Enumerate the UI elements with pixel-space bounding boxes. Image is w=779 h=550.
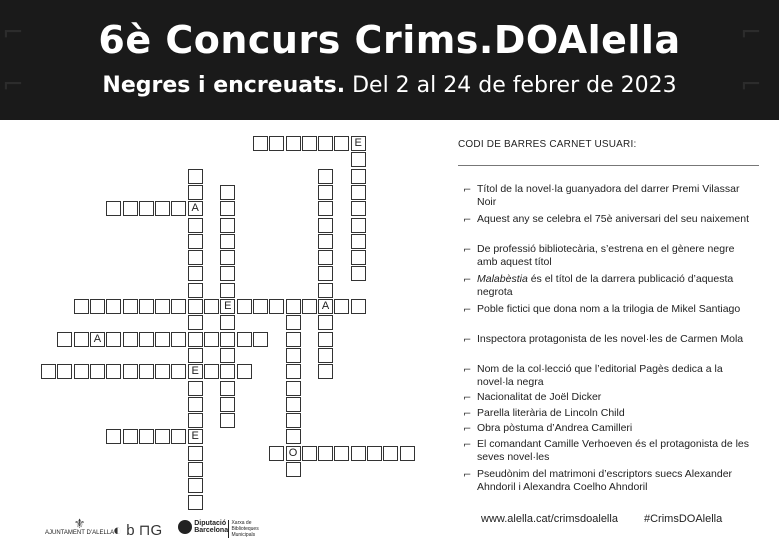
gun-bullet-icon: ⌐ [463,275,472,286]
crossword-cell[interactable] [351,201,366,216]
crossword-cell[interactable] [286,348,301,363]
crossword-cell[interactable]: E [188,429,203,444]
gun-bullet-icon: ⌐ [463,409,472,420]
crossword-cell[interactable]: E [220,299,235,314]
crossword-cell[interactable] [286,315,301,330]
crossword-cell[interactable] [57,332,72,347]
clue-body: és el títol de la darrera publicació d’aquesta negrota [477,273,734,298]
crossword-cell[interactable] [334,299,349,314]
crossword-cell[interactable] [400,446,415,461]
gun-bullet-icon: ⌐ [463,245,472,256]
crossword-cell[interactable] [351,152,366,167]
crossword-cell[interactable] [106,364,121,379]
crossword-cell[interactable] [188,332,203,347]
clue-item [463,333,753,346]
clue-text [463,422,753,435]
diputacio-logo-text: Diputació Barcelona [194,520,229,534]
crossword-cell[interactable]: O [286,446,301,461]
gun-bullet-icon: ⌐ [463,393,472,404]
crossword-cell[interactable] [74,299,89,314]
clue-body: Títol de la novel·la guanyadora del darrer Premi Vilassar Noir [477,183,740,208]
diputacio-logo [178,520,273,538]
crossword-cell[interactable] [155,201,170,216]
clue-item [463,422,753,435]
crossword-cell[interactable] [318,250,333,265]
clue-text [463,468,753,494]
hashtag: #CrimsDOAlella [644,513,723,525]
crossword-cell[interactable] [351,169,366,184]
clue-item [463,407,753,420]
crossword-cell[interactable] [237,299,252,314]
clue-item [463,183,753,209]
crossword-cell[interactable] [106,332,121,347]
crossword-cell[interactable] [334,446,349,461]
clue-item [463,468,753,494]
ajuntament-logo: ⚜ AJUNTAMENT D’ALELLA [45,516,115,536]
crossword-cell[interactable] [171,201,186,216]
clue-text [463,273,753,299]
page-title: 6è Concurs Crims.DOAlella [98,18,681,62]
crossword-cell[interactable] [155,364,170,379]
crossword-cell[interactable] [139,364,154,379]
gun-bullet-icon: ⌐ [463,470,472,481]
crossword-cell[interactable] [123,332,138,347]
crossword-cell[interactable] [220,332,235,347]
crossword-cell[interactable] [351,234,366,249]
crossword-cell[interactable] [318,283,333,298]
ajuntament-logo-text: AJUNTAMENT D’ALELLA [45,530,115,536]
crossword-cell[interactable]: A [90,332,105,347]
crossword-cell[interactable] [74,364,89,379]
crossword-cell[interactable] [351,299,366,314]
crossword-cell[interactable] [188,478,203,493]
crossword-cell[interactable] [171,332,186,347]
gun-bullet-icon: ⌐ [463,305,472,316]
clue-text [463,303,753,316]
clue-body: Parella literària de Lincoln Child [477,407,625,419]
crossword-cell[interactable] [318,446,333,461]
crossword-cell[interactable] [123,299,138,314]
subtitle-dates: Del 2 al 24 de febrer de 2023 [352,73,677,98]
crossword-cell[interactable] [188,218,203,233]
crossword-cell[interactable] [351,250,366,265]
clue-body: Nacionalitat de Joël Dicker [477,391,602,403]
crossword-cell[interactable] [188,348,203,363]
clue-text [463,213,753,226]
gun-bullet-icon: ⌐ [463,365,472,376]
crossword-cell[interactable] [351,185,366,200]
crossword-cell[interactable] [155,299,170,314]
crossword-cell[interactable] [139,429,154,444]
crossword-cell[interactable] [237,364,252,379]
crossword-cell[interactable] [171,364,186,379]
crossword-cell[interactable] [204,332,219,347]
clue-body: Inspectora protagonista de les novel·les de Carmen Mola [477,333,744,345]
clue-text [463,243,753,269]
crossword-cell[interactable] [155,429,170,444]
clue-text [463,363,753,389]
crossword-cell[interactable] [286,136,301,151]
crossword-cell[interactable] [220,381,235,396]
gun-bullet-icon: ⌐ [463,215,472,226]
crossword-cell[interactable]: E [351,136,366,151]
crossword-cell[interactable] [220,218,235,233]
clue-item [463,273,753,299]
clue-body: El comandant Camille Verhoeven és el protagonista de les seves novel·les [477,438,749,463]
clue-text [463,391,753,404]
crossword-cell[interactable] [188,397,203,412]
crossword-cell[interactable] [286,429,301,444]
crossword-cell[interactable] [139,332,154,347]
crossword-cell[interactable] [188,234,203,249]
crossword-cell[interactable] [90,299,105,314]
crossword-cell[interactable] [286,332,301,347]
clue-body: Nom de la col·lecció que l’editorial Pagès dedica a la novel·la negra [477,363,723,388]
crossword-cell[interactable] [383,446,398,461]
crossword-cell[interactable] [367,446,382,461]
crossword-cell[interactable] [188,315,203,330]
crossword-cell[interactable] [171,299,186,314]
crossword-cell[interactable] [106,429,121,444]
barcode-input-line[interactable] [458,165,759,166]
crossword-cell[interactable] [57,364,72,379]
crossword-cell[interactable] [286,462,301,477]
gun-bullet-icon: ⌐ [463,335,472,346]
crossword-cell[interactable] [318,185,333,200]
crossword-cell[interactable]: A [318,299,333,314]
subtitle-bold: Negres i encreuats. [102,73,346,98]
crossword-cell[interactable] [220,397,235,412]
crossword-cell[interactable] [318,234,333,249]
crossword-cell[interactable] [286,381,301,396]
crossword-cell[interactable] [220,348,235,363]
crossword-cell[interactable] [41,364,56,379]
crossword-cell[interactable] [220,413,235,428]
header-banner: ⌐ ⌐ ⌐ ⌐ 6è Concurs Crims.DOAlella Negres i encreuats. Del 2 al 24 de febrer de 2023 [0,0,779,120]
crossword-cell[interactable] [220,315,235,330]
crossword-cell[interactable] [318,266,333,281]
crossword-cell[interactable] [106,299,121,314]
clue-item [463,363,753,389]
crossword-cell[interactable] [188,462,203,477]
gun-bullet-icon: ⌐ [463,424,472,435]
crossword-cell[interactable]: A [188,201,203,216]
crossword-cell[interactable] [318,136,333,151]
clue-item [463,438,753,464]
crossword-cell[interactable] [123,201,138,216]
crossword-cell[interactable] [220,364,235,379]
crossword-cell[interactable] [188,266,203,281]
crossword-cell[interactable] [302,446,317,461]
crossword-cell[interactable] [204,299,219,314]
crossword-cell[interactable] [351,266,366,281]
crossword-cell[interactable] [302,136,317,151]
crossword-cell[interactable] [90,364,105,379]
clue-body: Aquest any se celebra el 75è aniversari del seu naixement [477,213,749,225]
crossword-cell[interactable] [188,185,203,200]
gun-bullet-icon: ⌐ [463,185,472,196]
crossword-cell[interactable] [188,413,203,428]
crossword-cell[interactable] [334,136,349,151]
xarxa-logo-text: Xarxa de Biblioteques Municipals [228,520,273,538]
website-link[interactable]: www.alella.cat/crimsdoalella [481,513,618,525]
clue-italic-title: Malabèstia [477,273,528,285]
crossword-cell[interactable]: E [188,364,203,379]
gun-bullet-icon: ⌐ [463,440,472,451]
crossword-cell[interactable] [220,185,235,200]
crossword-cell[interactable] [351,218,366,233]
crossword-cell[interactable] [106,201,121,216]
clue-item [463,213,753,226]
crossword-cell[interactable] [220,234,235,249]
clue-body: Obra pòstuma d’Andrea Camilleri [477,422,633,434]
crossword-cell[interactable] [318,348,333,363]
crossword-cell[interactable] [139,201,154,216]
crossword-cell[interactable] [220,266,235,281]
crossword-cell[interactable] [123,364,138,379]
crossword-cell[interactable] [318,315,333,330]
clue-text [463,183,753,209]
crossword-cell[interactable] [318,169,333,184]
crossword-cell[interactable] [253,332,268,347]
clue-item [463,391,753,404]
barcode-label: CODI DE BARRES CARNET USUARI: [458,139,637,150]
crossword-cell[interactable] [188,250,203,265]
crossword-cell[interactable] [269,136,284,151]
crossword-cell[interactable] [269,446,284,461]
crossword-cell[interactable] [188,381,203,396]
crossword-cell[interactable] [286,299,301,314]
clue-item [463,303,753,316]
diputacio-emblem-icon [178,520,192,534]
crossword-cell[interactable] [318,332,333,347]
crossword-cell[interactable] [123,429,138,444]
crossword-cell[interactable] [237,332,252,347]
crossword-cell[interactable] [204,364,219,379]
crossword-cell[interactable] [318,364,333,379]
crossword-cell[interactable] [188,495,203,510]
clue-body: Poble fictici que dona nom a la trilogia de Mikel Santiago [477,303,741,315]
crossword-cell[interactable] [171,429,186,444]
crossword-cell[interactable] [286,397,301,412]
crossword-cell[interactable] [318,201,333,216]
crossword-cell[interactable] [139,299,154,314]
crossword-cell[interactable] [220,250,235,265]
crossword-cell[interactable] [269,299,284,314]
crossword-cell[interactable] [253,299,268,314]
crossword-cell[interactable] [74,332,89,347]
clue-text [463,407,753,420]
crossword-cell[interactable] [318,218,333,233]
crossword-cell[interactable] [253,136,268,151]
crossword-cell[interactable] [188,446,203,461]
crossword-cell[interactable] [188,299,203,314]
crossword-cell[interactable] [286,364,301,379]
clue-text [463,438,753,464]
crossword-cell[interactable] [220,283,235,298]
clue-body: De professió bibliotecària, s’estrena en el gènere negre amb aquest títol [477,243,735,268]
crossword-cell[interactable] [220,201,235,216]
clue-item [463,243,753,269]
crossword-cell[interactable] [302,299,317,314]
clue-body: Pseudònim del matrimoni d’escriptors suecs Alexander Ahndoril i Alexandra Coelho Ahndoril [477,468,733,493]
crossword-cell[interactable] [351,446,366,461]
crossword-cell[interactable] [286,413,301,428]
library-logo-icon: ◐ b ⊓G [113,522,163,539]
crossword-cell[interactable] [155,332,170,347]
clue-text [463,333,753,346]
page-subtitle [0,73,779,98]
crossword-cell[interactable] [188,169,203,184]
crossword-cell[interactable] [188,283,203,298]
